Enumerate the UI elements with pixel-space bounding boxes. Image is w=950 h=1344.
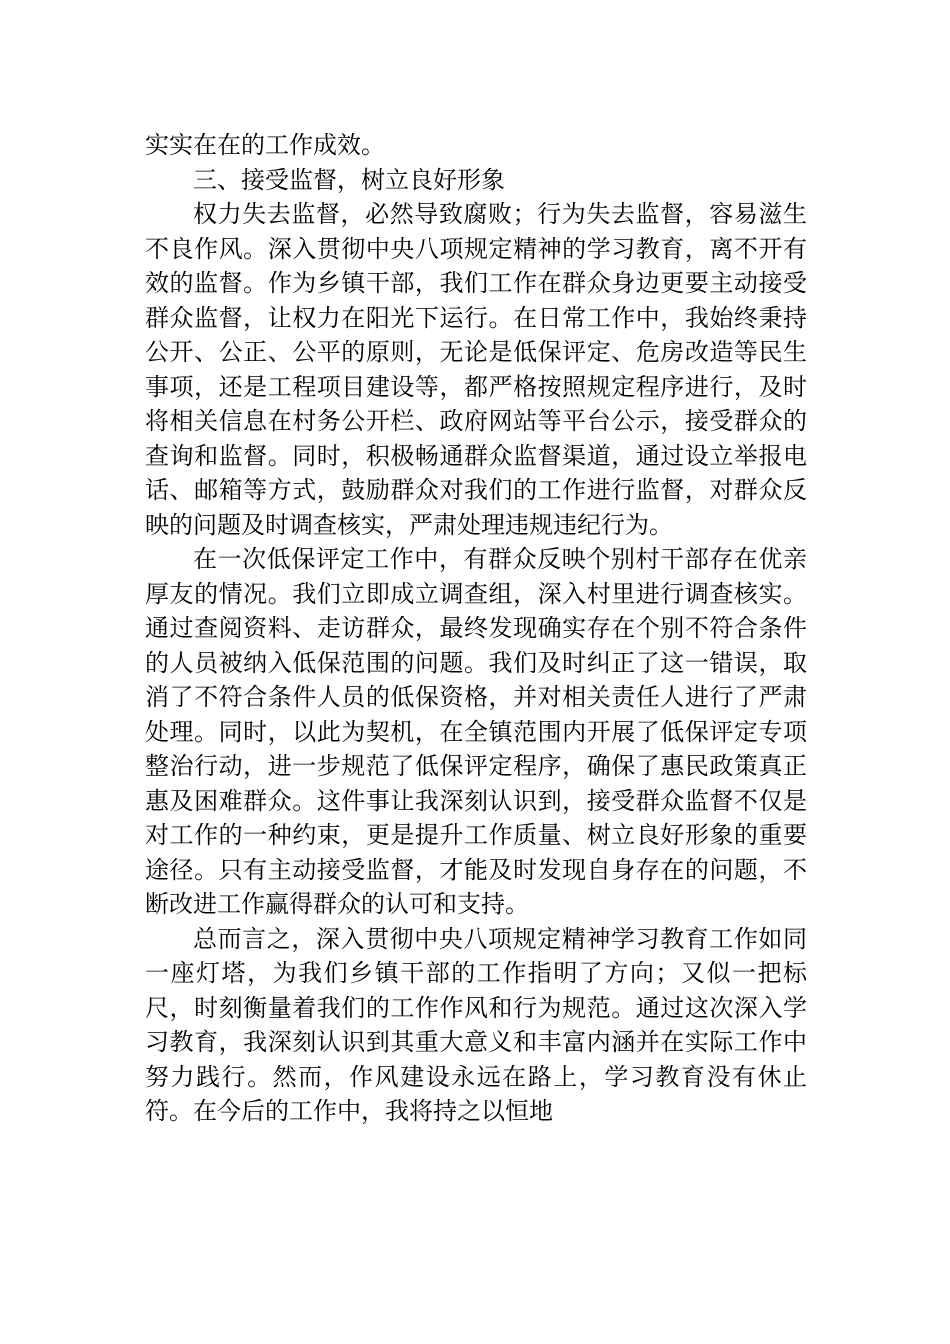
section-heading: 三、接受监督，树立良好形象 bbox=[193, 165, 505, 194]
paragraph-summary: 总而言之，深入贯彻中央八项规定精神学习教育工作如同一座灯塔，为我们乡镇干部的工作指明了方向；又似一把标尺，时刻衡量着我们的工作作风和行为规范。通过这次深入学习教育，我深刻认识到其重大意义和丰富内涵并在实际工作中努力践行。然而，作风建设永远在路上，学习教育没有休止符。在今后的工作中，我将持之以恒地 bbox=[145, 924, 807, 1125]
document-body bbox=[145, 128, 807, 1129]
paragraph-case-example: 在一次低保评定工作中，有群众反映个别村干部存在优亲厚友的情况。我们立即成立调查组，深入村里进行调查核实。通过查阅资料、走访群众，最终发现确实存在个别不符合条件的人员被纳入低保范围的问题。我们及时纠正了这一错误，取消了不符合条件人员的低保资格，并对相关责任人进行了严肃处理。同时，以此为契机，在全镇范围内开展了低保评定专项整治行动，进一步规范了低保评定程序，确保了惠民政策真正惠及困难群众。这件事让我深刻认识到，接受群众监督不仅是对工作的一种约束，更是提升工作质量、树立良好形象的重要途径。只有主动接受监督，才能及时发现自身存在的问题，不断改进工作赢得群众的认可和支持。 bbox=[145, 545, 807, 918]
paragraph-supervision: 权力失去监督，必然导致腐败；行为失去监督，容易滋生不良作风。深入贯彻中央八项规定精神的学习教育，离不开有效的监督。作为乡镇干部，我们工作在群众身边更要主动接受群众监督，让权力在阳光下运行。在日常工作中，我始终秉持公开、公正、公平的原则，无论是低保评定、危房改造等民生事项，还是工程项目建设等，都严格按照规定程序进行，及时将相关信息在村务公开栏、政府网站等平台公示，接受群众的查询和监督。同时，积极畅通群众监督渠道，通过设立举报电话、邮箱等方式，鼓励群众对我们的工作进行监督，对群众反映的问题及时调查核实，严肃处理违规违纪行为。 bbox=[145, 200, 807, 539]
paragraph-continuation: 实实在在的工作成效。 bbox=[145, 131, 385, 159]
